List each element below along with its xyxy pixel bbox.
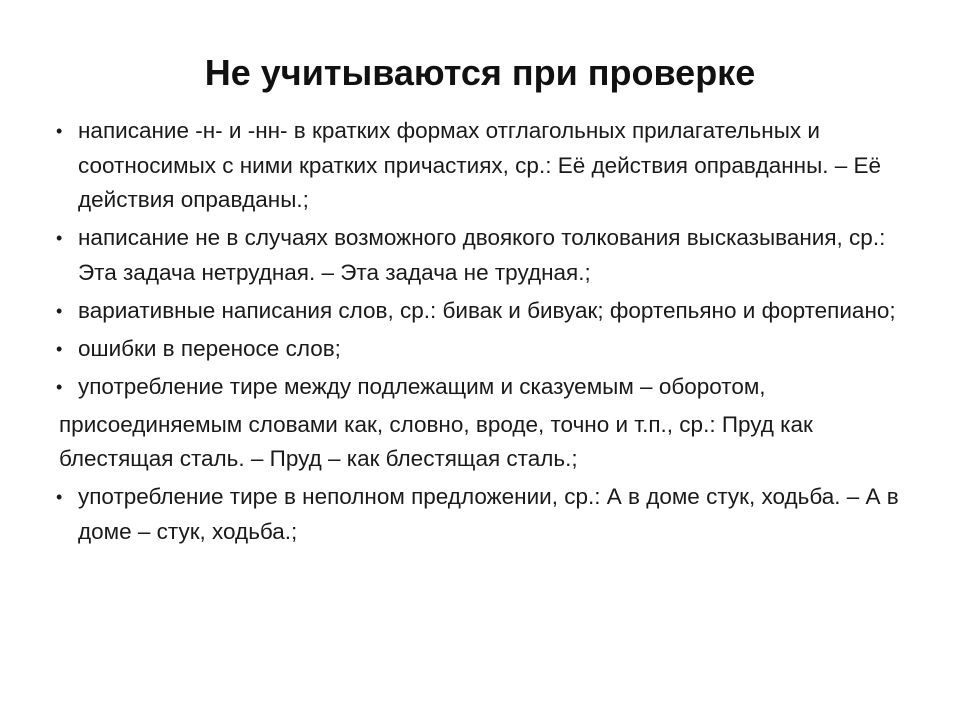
continuation-paragraph: присоединяемым словами как, словно, вроде, точно и т.п., ср.: Пруд как блестящая сталь. – Пруд – как блестящая сталь.; <box>59 411 813 471</box>
bullet-icon: • <box>56 376 63 397</box>
slide-content <box>56 114 916 553</box>
slide-title: Не учитываются при проверке <box>204 52 756 93</box>
list-item <box>56 332 916 367</box>
bullet-icon: • <box>56 338 63 359</box>
list-item <box>56 114 916 218</box>
list-item-text: употребление тире между подлежащим и сказуемым – оборотом, <box>78 373 766 399</box>
list-item <box>56 221 916 290</box>
list-item <box>56 294 916 329</box>
list-item-text: вариативные написания слов, ср.: бивак и бивуак; фортепьяно и фортепиано; <box>78 297 896 323</box>
list-item-text: ошибки в переносе слов; <box>78 335 341 361</box>
list-item-text: употребление тире в неполном предложении, ср.: А в доме стук, ходьба. – А в доме – стук, ходьба.; <box>78 484 899 544</box>
bullet-icon: • <box>56 121 63 141</box>
list-item <box>56 370 916 405</box>
list-item-text: написание -н- и -нн- в кратких формах отглагольных прилагательных и соотносимых с ними кратких причастиях, ср.: Её действия оправданны. – Её действия оправданы.; <box>78 118 882 212</box>
bullet-icon: • <box>56 228 63 248</box>
bullet-icon: • <box>56 487 63 507</box>
bullet-icon: • <box>56 300 63 321</box>
list-item <box>56 480 916 549</box>
list-item-text: написание не в случаях возможного двоякого толкования высказывания, ср.: Эта задача нетрудная. – Эта задача не трудная.; <box>78 225 886 285</box>
